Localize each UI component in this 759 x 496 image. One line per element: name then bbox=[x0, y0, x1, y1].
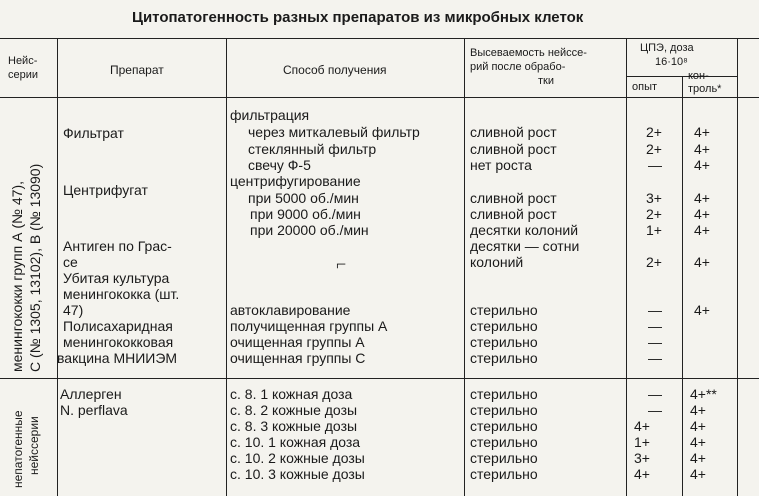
method-c8-dose2: с. 8. 2 кожные дозы bbox=[230, 402, 358, 418]
cpe-ctrl-5: 4+ bbox=[694, 206, 710, 222]
prep-polysaccharide-l2: менингококковая bbox=[63, 334, 174, 350]
cpe-ctrl-9: 4+** bbox=[690, 386, 717, 402]
method-c8-dose1: с. 8. 1 кожная доза bbox=[230, 386, 353, 402]
prep-allergen-l1: Аллерген bbox=[60, 386, 122, 402]
cpe-exp-9: — bbox=[648, 318, 662, 334]
cpe-exp-3: — bbox=[648, 157, 662, 173]
group-nonpathogenic-l1: непатогенные bbox=[11, 410, 25, 488]
seeding-12: стерильно bbox=[470, 386, 538, 402]
method-5000rpm: при 5000 об./мин bbox=[248, 190, 359, 206]
stray-mark: ⌐ bbox=[336, 254, 347, 274]
cpe-exp-11: — bbox=[648, 350, 662, 366]
method-centrifugation: центрифугирование bbox=[230, 173, 361, 189]
method-autoclaving: автоклавирование bbox=[230, 302, 351, 318]
cpe-ctrl-7: 4+ bbox=[694, 254, 710, 270]
prep-killed-culture-l3: 47) bbox=[63, 302, 84, 318]
cpe-ctrl-11: 4+ bbox=[690, 418, 706, 434]
seeding-4: сливной рост bbox=[470, 190, 557, 206]
col-divider-3 bbox=[464, 38, 465, 496]
seeding-2: сливной рост bbox=[470, 141, 557, 157]
seeding-5: сливной рост bbox=[470, 206, 557, 222]
cpe-ctrl-1: 4+ bbox=[694, 124, 710, 140]
method-c8-dose3: с. 8. 3 кожные дозы bbox=[230, 418, 358, 434]
method-20000rpm: при 20000 об./мин bbox=[250, 222, 369, 238]
prep-killed-culture-l2: менингококка (шт. bbox=[63, 286, 180, 302]
cpe-exp-2: 2+ bbox=[646, 141, 662, 157]
header-cpe-l2: 16·10⁸ bbox=[655, 56, 688, 68]
seeding-15: стерильно bbox=[470, 434, 538, 450]
prep-centrifugate: Центрифугат bbox=[63, 182, 148, 198]
method-filtration: фильтрация bbox=[230, 107, 310, 123]
cpe-ctrl-3: 4+ bbox=[694, 157, 710, 173]
cpe-ctrl-10: 4+ bbox=[690, 402, 706, 418]
header-seeding-l3: тки bbox=[538, 75, 554, 87]
cpe-exp-4: 3+ bbox=[646, 190, 662, 206]
cpe-exp-14: 4+ bbox=[634, 418, 650, 434]
cpe-exp-7: 2+ bbox=[646, 254, 662, 270]
header-method: Способ получения bbox=[283, 63, 387, 77]
header-serie-l1: Нейс- bbox=[8, 55, 38, 67]
cpe-exp-15: 1+ bbox=[634, 434, 650, 450]
method-glass-filter: стеклянный фильтр bbox=[248, 141, 377, 157]
seeding-3: нет роста bbox=[470, 157, 532, 173]
header-cpe-l1: ЦПЭ, доза bbox=[640, 42, 694, 54]
method-purified-a: очищенная группы А bbox=[230, 334, 365, 350]
group-meningococci-l2: С (№ 1305, 13102), В (№ 13090) bbox=[27, 163, 43, 372]
col-divider-2 bbox=[226, 38, 227, 496]
method-candle: свечу Ф-5 bbox=[248, 157, 311, 173]
cpe-ctrl-13: 4+ bbox=[690, 450, 706, 466]
seeding-10: стерильно bbox=[470, 334, 538, 350]
cpe-ctrl-14: 4+ bbox=[690, 466, 706, 482]
col-divider-5 bbox=[682, 76, 683, 496]
method-purified-c: очищенная группы С bbox=[230, 350, 366, 366]
cpe-exp-5: 2+ bbox=[646, 206, 662, 222]
cpe-exp-16: 3+ bbox=[634, 450, 650, 466]
table-title: Цитопатогенность разных препаратов из микробных клеток bbox=[132, 9, 584, 26]
seeding-14: стерильно bbox=[470, 418, 538, 434]
col-divider-4 bbox=[626, 38, 627, 496]
seeding-9: стерильно bbox=[470, 318, 538, 334]
cpe-ctrl-2: 4+ bbox=[694, 141, 710, 157]
cpe-exp-17: 4+ bbox=[634, 466, 650, 482]
prep-allergen-l2: N. perflava bbox=[60, 402, 128, 418]
header-experiment: опыт bbox=[632, 81, 658, 93]
group-nonpathogenic-l2: нейссерии bbox=[27, 416, 41, 475]
header-seeding-l1: Высеваемость нейссе- bbox=[470, 47, 587, 59]
group-divider-rule bbox=[0, 378, 759, 379]
prep-grasse-antigen-l2: се bbox=[63, 254, 78, 270]
cpe-ctrl-6: 4+ bbox=[694, 222, 710, 238]
prep-polysaccharide-l3: вакцина МНИИЭМ bbox=[57, 350, 178, 366]
seeding-16: стерильно bbox=[470, 450, 538, 466]
header-control-l1: кон- bbox=[688, 70, 709, 82]
seeding-6: десятки колоний bbox=[470, 222, 579, 238]
seeding-1: сливной рост bbox=[470, 124, 557, 140]
cpe-ctrl-4: 4+ bbox=[694, 190, 710, 206]
prep-killed-culture-l1: Убитая культура bbox=[63, 270, 170, 286]
header-seeding-l2: рий после обрабо- bbox=[470, 61, 566, 73]
header-top-rule bbox=[0, 38, 759, 39]
seeding-7-l2: колоний bbox=[470, 254, 524, 270]
method-9000rpm: при 9000 об./мин bbox=[250, 206, 361, 222]
header-control-l2: троль* bbox=[688, 83, 722, 95]
cpe-exp-10: — bbox=[648, 334, 662, 350]
cpe-exp-1: 2+ bbox=[646, 124, 662, 140]
cpe-exp-6: 1+ bbox=[646, 222, 662, 238]
group-meningococci-l1: менингококки групп А (№ 47), bbox=[9, 180, 25, 372]
method-c10-dose2: с. 10. 2 кожные дозы bbox=[230, 450, 365, 466]
prep-polysaccharide-l1: Полисахаридная bbox=[63, 318, 173, 334]
col-divider-right bbox=[737, 38, 738, 496]
seeding-17: стерильно bbox=[470, 466, 538, 482]
method-semipurified: получищенная группы А bbox=[230, 318, 388, 334]
cpe-ctrl-8: 4+ bbox=[694, 302, 710, 318]
prep-filtrate: Фильтрат bbox=[63, 125, 124, 141]
header-preparation: Препарат bbox=[110, 63, 164, 77]
cpe-ctrl-12: 4+ bbox=[690, 434, 706, 450]
header-serie-l2: серии bbox=[8, 69, 39, 81]
col-divider-1 bbox=[57, 38, 58, 496]
cpe-exp-13: — bbox=[648, 402, 662, 418]
method-c10-dose3: с. 10. 3 кожные дозы bbox=[230, 466, 365, 482]
seeding-11: стерильно bbox=[470, 350, 538, 366]
header-bottom-rule bbox=[0, 97, 759, 98]
seeding-7-l1: десятки — сотни bbox=[470, 238, 580, 254]
cpe-exp-8: — bbox=[648, 302, 662, 318]
method-c10-dose1: с. 10. 1 кожная доза bbox=[230, 434, 361, 450]
seeding-13: стерильно bbox=[470, 402, 538, 418]
method-cloth-filter: через миткалевый фильтр bbox=[248, 124, 420, 140]
cpe-exp-12: — bbox=[648, 386, 662, 402]
prep-grasse-antigen-l1: Антиген по Грас- bbox=[63, 238, 172, 254]
seeding-8: стерильно bbox=[470, 302, 538, 318]
